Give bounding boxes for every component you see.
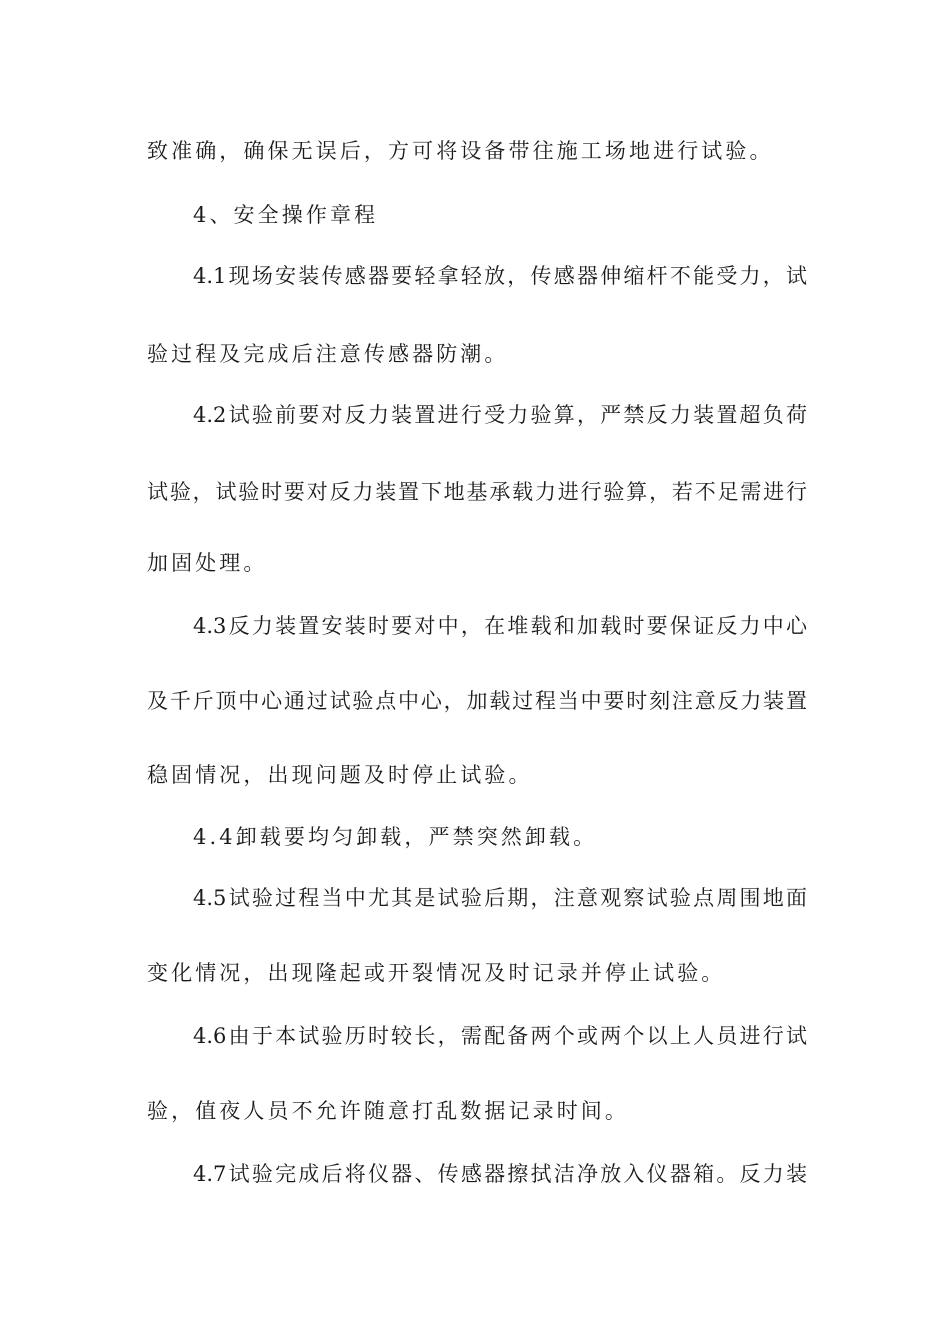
text-line: 4.7试验完成后将仪器、传感器擦拭洁净放入仪器箱。反力装 <box>193 1162 807 1186</box>
text-line: 变化情况，出现隆起或开裂情况及时记录并停止试验。 <box>147 961 726 985</box>
text-line: 致准确，确保无误后，方可将设备带往施工场地进行试验。 <box>147 139 774 163</box>
text-line: 试验，试验时要对反力装置下地基承载力进行验算，若不足需进行 <box>147 480 807 504</box>
text-line: 4.1现场安装传感器要轻拿轻放，传感器伸缩杆不能受力，试 <box>193 264 807 288</box>
text-line: 4.3反力装置安装时要对中，在堆载和加载时要保证反力中心 <box>193 614 807 638</box>
text-line: 4.4卸载要均匀卸载，严禁突然卸载。 <box>193 825 598 849</box>
text-line: 稳固情况，出现问题及时停止试验。 <box>147 763 533 787</box>
text-line: 4.5试验过程当中尤其是试验后期，注意观察试验点周围地面 <box>193 886 807 910</box>
text-line: 验，值夜人员不允许随意打乱数据记录时间。 <box>147 1099 629 1123</box>
text-line: 4.6由于本试验历时较长，需配备两个或两个以上人员进行试 <box>193 1024 807 1048</box>
text-line: 加固处理。 <box>147 551 268 575</box>
section-heading: 4、安全操作章程 <box>193 203 379 227</box>
text-line: 4.2试验前要对反力装置进行受力验算，严禁反力装置超负荷 <box>193 403 807 427</box>
text-line: 及千斤顶中心通过试验点中心，加载过程当中要时刻注意反力装置 <box>147 689 807 713</box>
text-line: 验过程及完成后注意传感器防潮。 <box>147 342 509 366</box>
